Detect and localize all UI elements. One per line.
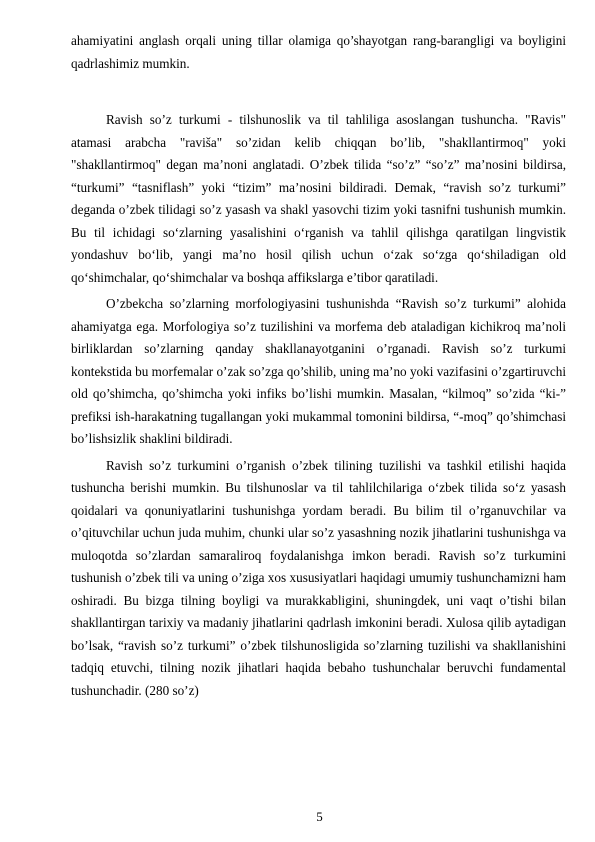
paragraph-conclusion: Ravish so’z turkumini o’rganish o’zbek tilining tuzilishi va tashkil etilishi haqida tushuncha berishi mumkin. Bu tilshunoslar va til tahlilchilariga o‘zbek tilida so‘z yasash qoidalari va qonuniyatlarini tushunishga yordam beradi. Bu bilim til o’rganuvchilar va o’qituvchilar uchun juda muhim, chunki ular so’z yasashning nozik jihatlarini tushunishga va muloqotda so’zlardan samaraliroq foydalanishga imkon beradi. Ravish so’z turkumini tushunish o’zbek tili va uning o’ziga xos xususiyatlari haqidagi umumiy tushunchamizni ham oshiradi. Bu bizga tilning boyligi va murakkabligini, shuningdek, uni vaqt o’tishi bilan shakllantirgan tarixiy va madaniy jihatlarini qadrlash imkonini beradi. Xulosa qilib aytadigan bo’lsak, “ravish so’z turkumi” o’zbek tilshunosligida so’zlarning tuzilishi va shakllanishini tadqiq etuvchi, tilning nozik jihatlari haqida bebaho tushunchalar beruvchi fundamental tushunchadir. (280 so’z) [71, 457, 566, 698]
document-page [71, 30, 566, 702]
paragraph-ravish-definition: Ravish so’z turkumi - tilshunoslik va til tahliliga asoslangan tushuncha. "Ravis" atamasi arabcha "raviša" so’zidan kelib chiqqan bo’lib, "shakllantirmoq" yoki "shakllantirmoq" degan ma’noni anglatadi. O’zbek tilida “so’z” “so’z” ma’nosini bildirsa, “turkumi” “tasniflash” yoki “tizim” ma’nosini bildiradi. Demak, “ravish so’z turkumi” deganda o’zbek tilidagi so’z yasash va shakl yasovchi tizim yoki tasnifni tushunish mumkin. Bu til ichidagi so‘zlarning yasalishini o‘rganish va tahlil qilishga qaratilgan lingvistik yondashuv bo‘lib, yangi ma’no hosil qilish uchun o‘zak so‘zga qo‘shiladigan old qo‘shimchalar, qo‘shimchalar va boshqa affikslarga e’tibor qaratiladi. [71, 112, 566, 285]
paragraph-morphology: O’zbekcha so’zlarning morfologiyasini tushunishda “Ravish so’z turkumi” alohida ahamiyatga ega. Morfologiya so’z tuzilishini va morfema deb ataladigan kichikroq ma’noli birliklardan so’zlarning qanday shakllanayotganini o’rganadi. Ravish so’z turkumi kontekstida bu morfemalar o’zak so’zga qo’shilib, uning ma’no yoki vazifasini o’zgartiruvchi old qo’shimcha, qo’shimcha yoki infiks bo’lishi mumkin. Masalan, “kilmoq” so’zida “ki-” prefiksi ish-harakatning tugallangan yoki mukammal tomonini bildirsa, “-moq” qo’shimchasi bo’lishsizlik shaklini bildiradi. [71, 296, 566, 446]
paragraph-intro-continuation: ahamiyatini anglash orqali uning tillar olamiga qo’shayotgan rang-barangligi va boyligini qadrlashimiz mumkin. [71, 33, 566, 71]
page-number: 5 [316, 809, 323, 824]
